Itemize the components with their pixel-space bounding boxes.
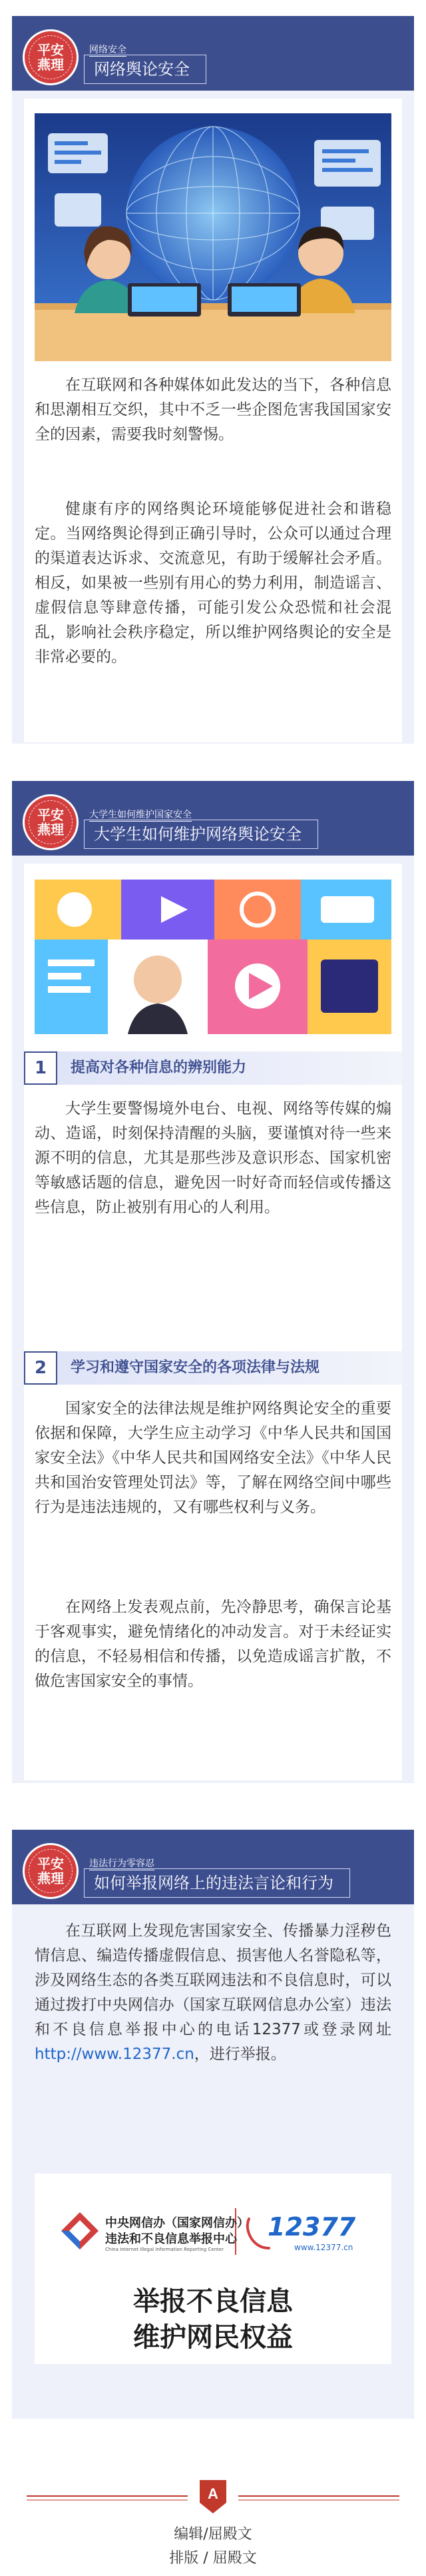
cyber-illustration xyxy=(35,113,391,361)
report-slogan-line2: 维护网民权益 xyxy=(133,2321,293,2353)
pingan-badge-icon xyxy=(23,794,79,850)
footer-divider xyxy=(0,2476,426,2516)
media-illustration xyxy=(35,880,391,1034)
footer-editor: 编辑/屈殿文 xyxy=(174,2526,252,2543)
section-title: 网络舆论安全 xyxy=(84,55,206,84)
badge-line1: 平安 xyxy=(37,807,64,823)
section-header xyxy=(0,1830,426,1904)
section-header xyxy=(0,781,426,856)
report-link[interactable]: http://www.12377.cn xyxy=(35,2046,194,2063)
report-hotline-url: www.12377.cn xyxy=(294,2243,353,2252)
subsection-number: 2 xyxy=(24,1351,57,1385)
badge-line1: 平安 xyxy=(37,1856,64,1872)
paragraph: 健康有序的网络舆论环境能够促进社会和谐稳定。当网络舆论得到正确引导时，公众可以通过合理的渠道表达诉求、交流意见，有助于缓解社会矛盾。相反，如果被一些别有用心的势力利用，制造谣言、虚假信息等肆意传播，可能引发公众恐慌和社会混乱，影响社会秩序稳定，所以维护网络舆论的安全是非常必要的。 xyxy=(35,500,391,666)
badge-line2: 燕理 xyxy=(37,57,64,73)
subsection-number: 1 xyxy=(24,1051,57,1085)
paragraph: 在互联网和各种媒体如此发达的当下，各种信息和思潮相互交织，其中不乏一些企图危害我国国家安全的因素，需要我时刻警惕。 xyxy=(35,376,391,443)
report-org-name-line1: 中央网信办（国家网信办） xyxy=(105,2216,249,2230)
section-title: 大学生如何维护网络舆论安全 xyxy=(84,820,318,849)
report-org-name-line2: 违法和不良信息举报中心 xyxy=(105,2232,237,2246)
badge-line2: 燕理 xyxy=(37,822,64,838)
section-tag: 大学生如何维护国家安全 xyxy=(89,810,192,820)
subsection-heading xyxy=(24,1051,402,1085)
badge-line2: 燕理 xyxy=(37,1870,64,1886)
section-title: 如何举报网络上的违法言论和行为 xyxy=(84,1868,350,1898)
paragraph: 大学生要警惕境外电台、电视、网络等传媒的煽动、造谣，时刻保持清醒的头脑，要谨慎对待一些来源不明的信息，尤其是那些涉及意识形态、国家机密等敏感话题的信息，避免因一时好奇而轻信或传播这些信息，防止被别有用心的人利用。 xyxy=(35,1100,391,1216)
section-tag: 违法行为零容忍 xyxy=(89,1858,154,1869)
report-org-name-en: China Internet Illegal Information Reporting Center xyxy=(105,2247,224,2252)
section-tag: 网络安全 xyxy=(89,45,126,55)
subsection-heading xyxy=(24,1351,402,1385)
paragraph: 在网络上发表观点前，先冷静思考，确保言论基于客观事实，避免情绪化的冲动发言。对于未经证实的信息，不轻易相信和传播，以免造成谣言扩散，不做危害国家安全的事情。 xyxy=(35,1599,391,1690)
report-paragraph: 在互联网上发现危害国家安全、传播暴力淫秽色情信息、编造传播虚假信息、损害他人名誉隐私等，涉及网络生态的各类互联网违法和不良信息时，可以通过拨打中央网信办（国家互联网信息办公室）违法和不良信息举报中心的电话12377或登录网址http://www.12377.cn，进行举报。 xyxy=(35,1922,391,2063)
paragraph: 国家安全的法律法规是维护网络舆论安全的重要依据和保障，大学生应主动学习《中华人民共和国国家安全法》《中华人民共和国网络安全法》《中华人民共和国治安管理处罚法》等，了解在网络空间中哪些行为是违法违规的，又有哪些权利与义务。 xyxy=(35,1400,391,1516)
report-center-card xyxy=(35,2174,391,2364)
subsection-title: 提高对各种信息的辨别能力 xyxy=(57,1051,402,1085)
pingan-badge-icon xyxy=(23,29,79,85)
footer-layout: 排版 / 屈殿文 xyxy=(169,2550,257,2567)
badge-line1: 平安 xyxy=(37,42,64,58)
report-slogan-line1: 举报不良信息 xyxy=(133,2285,293,2317)
section-header xyxy=(0,16,426,91)
subsection-title: 学习和遵守国家安全的各项法律与法规 xyxy=(57,1351,402,1385)
report-hotline-number: 12377 xyxy=(268,2212,356,2242)
svg-text:A: A xyxy=(208,2485,218,2502)
pingan-badge-icon xyxy=(23,1843,79,1899)
